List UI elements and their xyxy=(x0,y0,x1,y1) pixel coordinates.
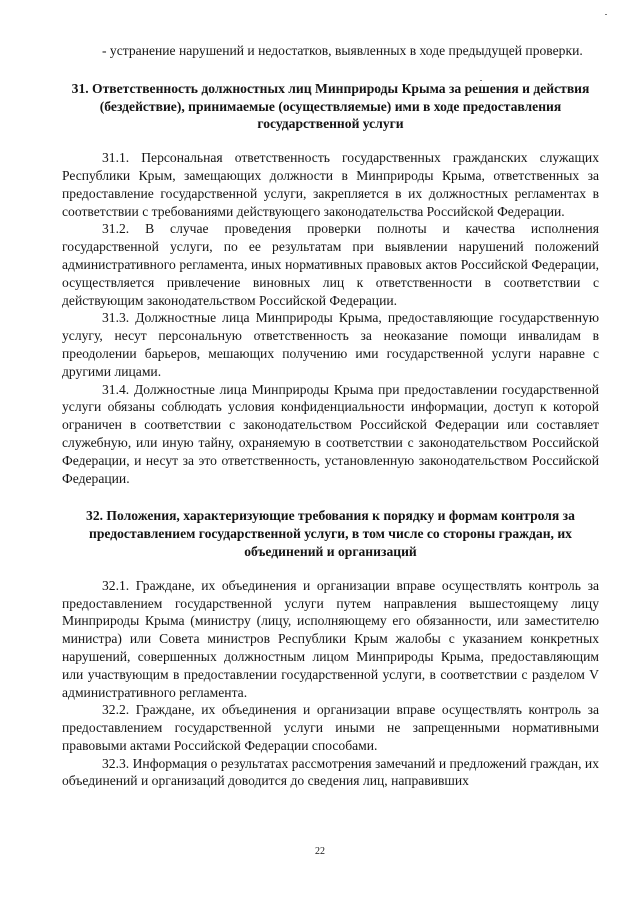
paragraph-32-3: 32.3. Информация о результатах рассмотрения замечаний и предложений граждан, их объединений и организаций доводится до сведения лиц, направивших xyxy=(62,755,599,789)
scan-speck xyxy=(605,14,607,15)
intro-paragraph: - устранение нарушений и недостатков, выявленных в ходе предыдущей проверки. xyxy=(102,43,583,58)
paragraph-31-4: 31.4. Должностные лица Минприроды Крыма при предоставлении государственной услуги обязаны соблюдать условия конфиденциальности информации, доступ к которой ограничен в соответствии с законодательством Российской Федерации или составляет служебную, или иную тайну, охраняемую в соответствии с законодательством Российской Федерации, и несут за это ответственность, установленную законодательством Российской Федерации. xyxy=(62,381,599,486)
page-number: 22 xyxy=(315,846,325,857)
paragraph-31-2: 31.2. В случае проведения проверки полноты и качества исполнения государственной услуги, по ее результатам при выявлении нарушений положений административного регламента, иных нормативных правовых актов Российской Федерации, осуществляется привлечение виновных лиц к ответственности в соответствии с действующим законодательством Российской Федерации. xyxy=(62,221,599,308)
section-32-heading: 32. Положения, характеризующие требования к порядку и формам контроля за предоставлением государственной услуги, в том числе со стороны граждан, их объединений и организаций xyxy=(86,508,575,559)
paragraph-32-2: 32.2. Граждане, их объединения и организации вправе осуществлять контроль за предоставлением государственной услуги иными не запрещенными нормативными правовыми актами Российской Федерации способами. xyxy=(62,702,599,753)
page-content xyxy=(62,42,599,790)
paragraph-32-1: 32.1. Граждане, их объединения и организации вправе осуществлять контроль за предоставлением государственной услуги путем направления вышестоящему лицу Минприроды Крыма (министру (лицу, исполняющему его обязанности, или заместителю министра) или Совета министров Республики Крым жалобы с указанием конкретных нарушений, совершенных должностным лицом Минприроды Крыма, предоставляющим или участвующим в предоставлении государственной услуги, в соответствии с разделом V административного регламента. xyxy=(62,577,599,700)
paragraph-31-1: 31.1. Персональная ответственность государственных гражданских служащих Республики Крым, замещающих должности в Минприроды Крыма, ответственных за предоставление государственной услуги, закрепляется в их должностных регламентах в соответствии с требованиями действующего законодательства Российской Федерации. xyxy=(62,150,599,219)
section-31-heading: 31. Ответственность должностных лиц Минприроды Крыма за решения и действия (бездействие), принимаемые (осуществляемые) ими в ходе предоставления государственной услуги xyxy=(71,80,590,132)
paragraph-31-3: 31.3. Должностные лица Минприроды Крыма, предоставляющие государственную услугу, несут персональную ответственность за неоказание помощи инвалидам в преодолении барьеров, мешающих получению ими государственной услуги наравне с другими лицами. xyxy=(62,310,599,379)
